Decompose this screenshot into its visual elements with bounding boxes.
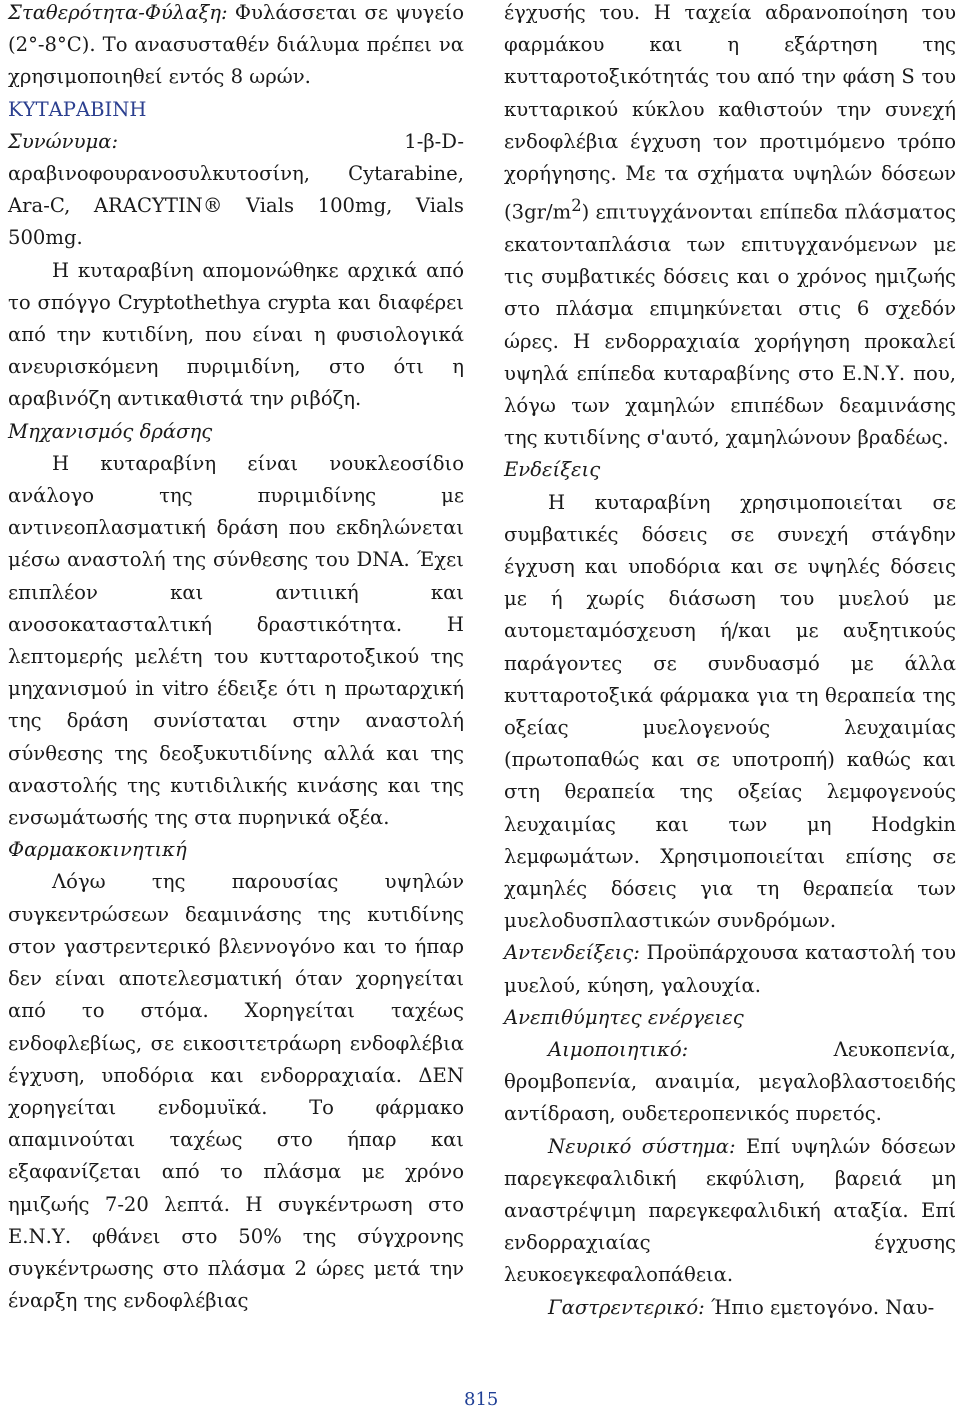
ae-hematopoietic-paragraph: [504, 1034, 956, 1131]
indications-paragraph: Η κυταραβίνη χρησιμοποιείται σε συμβατικές δόσεις σε συνεχή στάγδην έγχυση και υποδόρια και σε υψηλές δόσεις με ή χωρίς διάσωση του μυελού με αυτομεταμόσχευση ή/και με αυξητικούς παράγοντες σε συνδυασμό με άλλα κυτταροτοξικά φάρμακα για τη θεραπεία της οξείας μυελογενούς λευχαιμίας (πρωτοπαθώς και σε υποτροπή) καθώς και στη θεραπεία της οξείας λεμφογενούς λευχαιμίας και των μη Hodgkin λεμφωμάτων. Χρησιμοποιείται επίσης σε χαμηλές δόσεις για τη θεραπεία των μυελοδυσπλαστικών συνδρόμων.: [504, 490, 956, 933]
left-column: [8, 0, 464, 1317]
right-column: [504, 0, 956, 1324]
storage-text: Φυλάσσεται σε ψυγείο (2°-8°C). Το ανασυσταθέν διάλυμα πρέπει να χρησιμοποιηθεί εντός 8 ωρών.: [8, 1, 464, 89]
ae-nervous-text: Επί υψηλών δόσεων παρεγκεφαλιδική εκφύλιση, βαρειά μη αναστρέψιμη παρεγκεφαλιδική αταξία. Επί ενδορραχιαίας έγχυσης λευκοεγκεφαλοπάθεια.: [504, 1134, 956, 1287]
contraindications-label: Αντενδείξεις:: [504, 941, 640, 965]
synonyms-text: 1-β-D-αραβινοφουρανοσυλκυτοσίνη, Cytarabine, Ara-C, ARACYTIN® Vials 100mg, Vials 500mg.: [8, 129, 464, 250]
ae-hematopoietic-text: Λευκοπενία, θρομβοπενία, αναιμία, μεγαλοβλαστοειδής αντίδραση, ουδετεροπενικός πυρετός.: [504, 1038, 956, 1126]
ae-nervous-paragraph: [504, 1131, 956, 1292]
drug-title: ΚΥΤΑΡΑΒΙΝΗ: [8, 97, 147, 121]
intro-paragraph: Η κυταραβίνη απομονώθηκε αρχικά από το σπόγγο Cryptothethya crypta και διαφέρει από την κυτιδίνη, που είναι η φυσιολογικά ανευρισκόμενη πυριμιδίνη, στο ότι η αραβινόζη αντικαθιστά την ριβόζη.: [8, 258, 464, 411]
pk-superscript: 2: [571, 196, 582, 216]
ae-gastrointestinal-text: Ήπιο εμετογόνο. Ναυ-: [704, 1295, 935, 1319]
indications-heading: Ενδείξεις: [504, 458, 601, 482]
synonyms-label: Συνώνυμα:: [8, 129, 119, 153]
ae-hematopoietic-label: Αιμοποιητικό:: [548, 1038, 689, 1062]
contraindications-text: Προϋπάρχουσα καταστολή του μυελού, κύηση, γαλουχία.: [504, 941, 956, 997]
pharmacokinetics-continued: [504, 0, 956, 454]
storage-paragraph: [8, 0, 464, 94]
mechanism-paragraph: Η κυταραβίνη είναι νουκλεοσίδιο ανάλογο της πυριμιδίνης με αντινεοπλασματική δράση που εκδηλώνεται μέσω αναστολή της σύνθεσης του DNA. Έχει επιπλέον και αντιιική και ανοσοκατασταλτική δραστικότητα. Η λεπτομερής μελέτη του κυτταροτοξικού της μηχανισμού in vitro έδειξε ότι η πρωταρχική της δράση συνίσταται στην αναστολή σύνθεσης της δεοξυκυτιδίνης αλλά και της αναστολής της κυτιδιλικής κινάσης και της ενσωμάτωσής της στα πυρηνικά οξέα.: [8, 451, 464, 830]
synonyms-paragraph: [8, 126, 464, 255]
ae-nervous-label: Νευρικό σύστημα:: [548, 1134, 736, 1158]
pk-continued-part-a: έγχυσής του. Η ταχεία αδρανοποίηση του φαρμάκου και η εξάρτηση της κυτταροτοξικότητάς του από την φάση S του κυτταρικού κύκλου καθιστούν την συνεχή ενδοφλέβια έγχυση τον προτιμόμενο τρόπο χορήγησης. Με τα σχήματα υψηλών δόσεων (3gr/m: [504, 1, 956, 224]
pk-continued-part-b: ) επιτυγχάνονται επίπεδα πλάσματος εκατονταπλάσια των επιτυγχανόμενων με τις συμβατικές δόσεις και ο χρόνος ημιζωής στο πλάσμα επιμηκύνεται στις 6 σχεδόν ώρες. Η ενδορραχιαία χορήγηση προκαλεί υψηλά επίπεδα κυταραβίνης στο Ε.Ν.Υ. που, λόγω των χαμηλών επιπέδων δεαμινάσης της κυτιδίνης σ'αυτό, χαμηλώνουν βραδέως.: [504, 200, 956, 450]
ae-gastrointestinal-label: Γαστρεντερικό:: [548, 1295, 705, 1319]
ae-gastrointestinal-paragraph: [504, 1292, 956, 1324]
mechanism-heading: Μηχανισμός δράσης: [8, 419, 213, 443]
adverse-effects-heading: Ανεπιθύμητες ενέργειες: [504, 1005, 744, 1029]
pharmacokinetics-heading: Φαρμακοκινητική: [8, 838, 187, 862]
storage-label: Σταθερότητα-Φύλαξη:: [8, 1, 228, 24]
contraindications-paragraph: [504, 937, 956, 1001]
page-number: 815: [464, 1389, 499, 1410]
pharmacokinetics-paragraph: Λόγω της παρουσίας υψηλών συγκεντρώσεων δεαμινάσης της κυτιδίνης στον γαστρεντερικό βλεννογόνο και το ήπαρ δεν είναι αποτελεσματική όταν χορηγείται από το στόμα. Χορηγείται ταχέως ενδοφλεβίως, σε εικοσιτετράωρη ενδοφλέβια έγχυση, υποδόρια και ενδορραχιαία. ΔΕΝ χορηγείται ενδομυϊκά. Το φάρμακο απαμινούται ταχέως στο ήπαρ και εξαφανίζεται από το πλάσμα με χρόνο ημιζωής 7-20 λεπτά. Η συγκέντρωση στο Ε.Ν.Υ. φθάνει στο 50% της σύγχρονης συγκέντρωσης στο πλάσμα 2 ώρες μετά την έναρξη της ενδοφλέβιας: [8, 870, 464, 1313]
